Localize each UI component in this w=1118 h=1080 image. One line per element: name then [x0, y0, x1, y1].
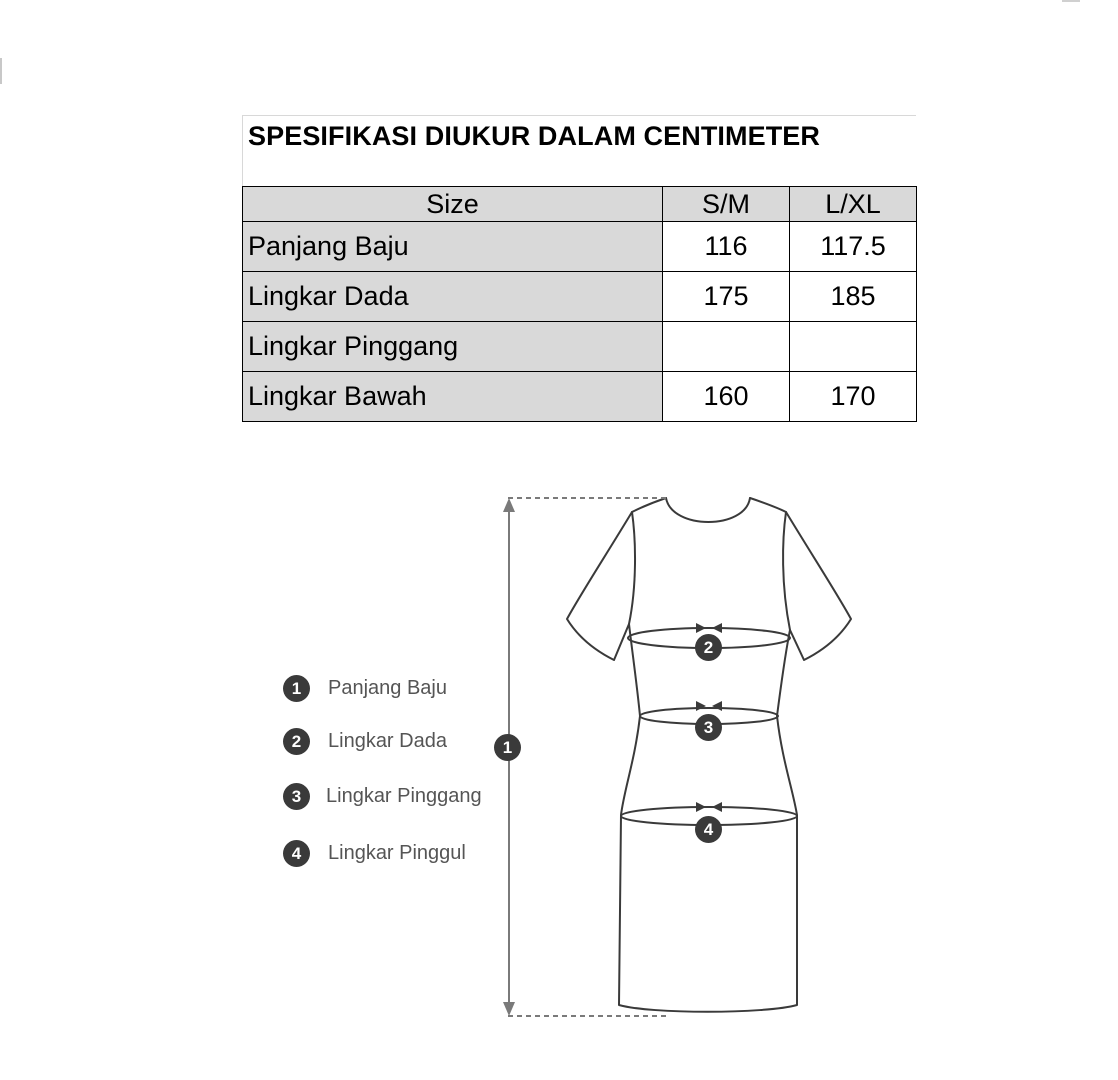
table-row — [243, 372, 917, 422]
table-row — [243, 272, 917, 322]
value-lxl — [790, 322, 917, 372]
header-sm: S/M — [663, 187, 790, 222]
value-lxl: 185 — [790, 272, 917, 322]
marker-length: 1 — [494, 734, 521, 761]
marker-waist: 3 — [695, 714, 722, 741]
value-lxl: 117.5 — [790, 222, 917, 272]
header-size: Size — [243, 187, 663, 222]
neckline — [666, 498, 750, 522]
row-label: Lingkar Bawah — [243, 372, 663, 422]
row-label: Lingkar Dada — [243, 272, 663, 322]
row-label: Lingkar Pinggang — [243, 322, 663, 372]
marker-chest: 2 — [695, 634, 722, 661]
legend-number: 3 — [283, 783, 310, 810]
value-sm — [663, 322, 790, 372]
legend-label: Lingkar Dada — [328, 730, 447, 752]
length-dimension — [508, 498, 666, 1016]
legend-number: 1 — [283, 675, 310, 702]
value-sm: 116 — [663, 222, 790, 272]
table-header-row — [243, 187, 917, 222]
marker-hip: 4 — [695, 816, 722, 843]
dress-outline — [567, 498, 851, 1012]
value-sm: 160 — [663, 372, 790, 422]
header-lxl: L/XL — [790, 187, 917, 222]
left-armhole — [629, 512, 635, 624]
dress-body — [567, 498, 851, 1012]
spec-title: SPESIFIKASI DIUKUR DALAM CENTIMETER — [242, 115, 916, 186]
legend-number: 2 — [283, 728, 310, 755]
table-row — [243, 322, 917, 372]
size-spec-block — [242, 115, 916, 422]
legend-label: Lingkar Pinggang — [326, 785, 482, 807]
table-row — [243, 222, 917, 272]
row-label: Panjang Baju — [243, 222, 663, 272]
value-sm: 175 — [663, 272, 790, 322]
right-armhole — [783, 512, 790, 630]
corner-decoration — [1062, 0, 1080, 2]
legend-label: Lingkar Pinggul — [328, 842, 466, 864]
value-lxl: 170 — [790, 372, 917, 422]
legend-number: 4 — [283, 840, 310, 867]
edge-decoration — [0, 58, 2, 84]
size-table — [242, 186, 917, 422]
legend-label: Panjang Baju — [328, 677, 447, 699]
